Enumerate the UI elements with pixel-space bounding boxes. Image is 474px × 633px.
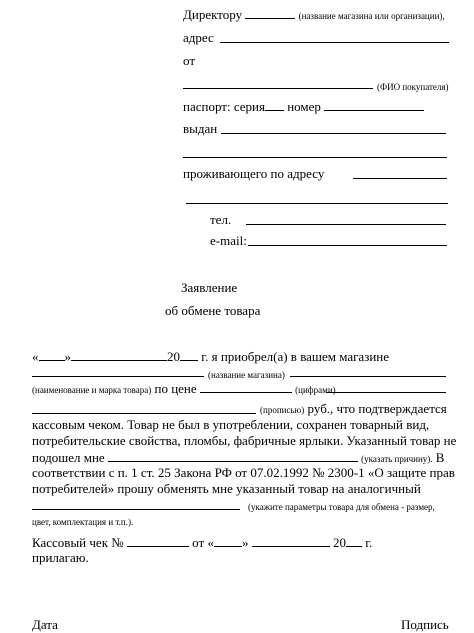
body-line-receipt: кассовым чеком. Товар не был в употреблении, сохранен товарный вид, bbox=[32, 417, 430, 432]
attach-text: прилагаю. bbox=[32, 550, 89, 565]
phone-blank[interactable] bbox=[246, 224, 446, 225]
cheque-label: Кассовый чек № bbox=[32, 535, 124, 550]
issued-blank-2[interactable] bbox=[183, 157, 447, 158]
address-blank[interactable] bbox=[220, 42, 449, 43]
issued-line bbox=[183, 121, 217, 137]
email-blank[interactable] bbox=[248, 245, 447, 246]
director-line bbox=[183, 6, 445, 24]
cheque-g: г. bbox=[365, 535, 373, 550]
product-line bbox=[32, 380, 336, 398]
document-subtitle: об обмене товара bbox=[165, 303, 261, 318]
body-line-law: соответствии с п. 1 ст. 25 Закона РФ от 07.02.1992 № 2300-1 «О защите прав bbox=[32, 465, 455, 480]
director-blank[interactable] bbox=[245, 6, 295, 19]
shop-blank-left[interactable] bbox=[32, 376, 204, 377]
passport-series-blank[interactable] bbox=[265, 98, 284, 111]
shop-blank-right[interactable] bbox=[290, 376, 446, 377]
residing-blank-2[interactable] bbox=[186, 203, 448, 204]
signature-label: Подпись bbox=[401, 617, 449, 632]
product-hint: (наименование и марка товара) bbox=[32, 385, 152, 395]
from-line bbox=[183, 53, 195, 69]
cheque-year-blank[interactable] bbox=[346, 534, 362, 547]
residing-blank[interactable] bbox=[353, 178, 447, 179]
issued-blank[interactable] bbox=[221, 133, 446, 134]
month-blank[interactable] bbox=[71, 348, 167, 361]
phone-label: тел. bbox=[210, 212, 232, 227]
cheque-open-quote: « bbox=[207, 535, 214, 550]
address-line bbox=[183, 30, 214, 46]
passport-series-label: паспорт: серия bbox=[183, 99, 265, 114]
digits-hint: (цифрами) bbox=[295, 385, 336, 395]
fio-blank[interactable] bbox=[183, 88, 373, 89]
director-hint: (название магазина или организации), bbox=[298, 11, 445, 21]
passport-line bbox=[183, 98, 424, 115]
residing-label: проживающего по адресу bbox=[183, 166, 325, 181]
year-prefix: 20 bbox=[167, 349, 180, 364]
cheque-close-quote: » bbox=[241, 535, 249, 550]
email-label: e-mail: bbox=[210, 233, 247, 248]
date-close-quote: » bbox=[64, 349, 71, 364]
passport-number-label: номер bbox=[287, 99, 321, 114]
purchase-date-line bbox=[32, 348, 389, 365]
reason-blank[interactable] bbox=[108, 449, 358, 462]
price-digits-blank-2[interactable] bbox=[326, 392, 446, 393]
director-label: Директору bbox=[183, 7, 243, 22]
params-hint-2: цвет, комплектация и т.п.). bbox=[32, 517, 134, 527]
cheque-number-blank[interactable] bbox=[127, 534, 189, 547]
residing-line bbox=[183, 166, 324, 182]
cheque-month-blank[interactable] bbox=[252, 534, 330, 547]
passport-number-blank[interactable] bbox=[324, 98, 424, 111]
price-label: по цене bbox=[154, 381, 197, 396]
words-hint: (прописью) bbox=[260, 405, 305, 415]
issued-label: выдан bbox=[183, 121, 218, 136]
cheque-from: от bbox=[192, 535, 205, 550]
not-fit-label: подошел мне bbox=[32, 450, 105, 465]
date-open-quote: « bbox=[32, 349, 39, 364]
body-line-request: потребителей» прошу обменять мне указанный товар на аналогичный bbox=[32, 481, 421, 496]
cheque-line bbox=[32, 534, 372, 551]
from-label: от bbox=[183, 53, 196, 68]
fio-hint: (ФИО покупателя) bbox=[377, 82, 449, 92]
cheque-day-blank[interactable] bbox=[214, 534, 242, 547]
day-blank[interactable] bbox=[39, 348, 65, 361]
phone-line bbox=[210, 212, 231, 228]
reason-tail: В bbox=[435, 450, 445, 465]
body-line-props: потребительские свойства, пломбы, фабричные ярлыки. Указанный товар не bbox=[32, 433, 457, 448]
shop-hint: (название магазина) bbox=[208, 370, 285, 380]
address-label: адрес bbox=[183, 30, 214, 45]
reason-hint: (указать причину). bbox=[361, 454, 433, 464]
email-line bbox=[210, 233, 247, 249]
price-words-blank[interactable] bbox=[32, 413, 256, 414]
cheque-year: 20 bbox=[332, 535, 346, 550]
params-hint: (укажите параметры товара для обмена - размер, bbox=[248, 502, 435, 512]
price-digits-blank[interactable] bbox=[200, 380, 292, 393]
rub-text: руб., что подтверждается bbox=[307, 401, 447, 416]
document-title: Заявление bbox=[181, 280, 238, 295]
year-blank[interactable] bbox=[180, 348, 198, 361]
params-blank[interactable] bbox=[32, 509, 240, 510]
date-label: Дата bbox=[32, 617, 58, 632]
price-words-line bbox=[260, 401, 447, 418]
purchase-text: г. я приобрел(а) в вашем магазине bbox=[201, 349, 390, 364]
